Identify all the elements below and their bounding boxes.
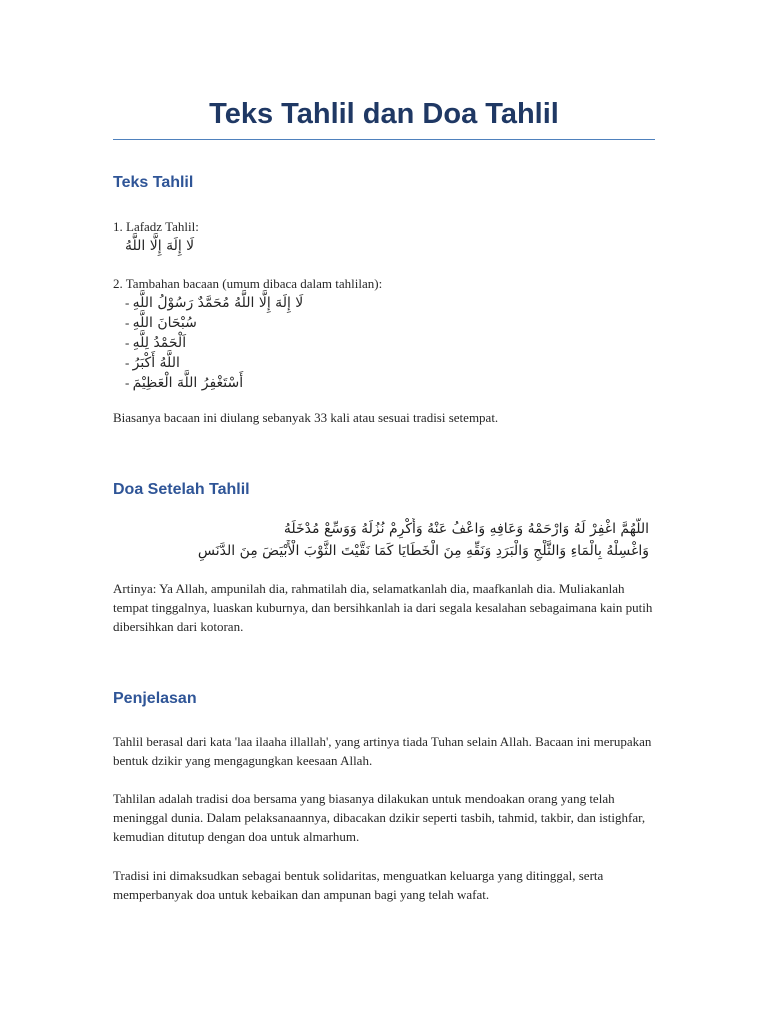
- penjelasan-paragraph-2: Tahlilan adalah tradisi doa bersama yang biasanya dilakukan untuk mendoakan orang yang telah meninggal dunia. Dalam pelaksanaannya, dibacakan dzikir seperti tasbih, tahmid, takbir, dan istighfar, kemudian ditutup dengan doa untuk almarhum.: [113, 791, 646, 844]
- lafadz-tahlil-item: [113, 217, 655, 256]
- doa-meaning: Artinya: Ya Allah, ampunilah dia, rahmatilah dia, selamatkanlah dia, maafkanlah dia. Muliakanlah tempat tinggalnya, luaskan kuburnya, dan bersihkanlah ia dari segala kesalahan sebagaimana kain putih dibersihkan dari kotoran.: [113, 581, 653, 634]
- heading-teks-tahlil: Teks Tahlil: [113, 174, 194, 191]
- doa-arabic-line-2: وَاغْسِلْهُ بِالْمَاءِ وَالثَّلْجِ وَالْبَرَدِ وَنَقِّهِ مِنَ الْخَطَايَا كَمَا نَقَّيْتَ الثَّوْبَ الْأَبْيَضَ مِنَ الدَّنَسِ: [197, 543, 649, 559]
- addition-arabic-3: اَلْحَمْدُ لِلَّهِ: [132, 335, 187, 351]
- title-underline: [113, 139, 655, 140]
- penjelasan-paragraph-3: Tradisi ini dimaksudkan sebagai bentuk solidaritas, menguatkan keluarga yang ditinggal, serta memperbanyak doa untuk kebaikan dan ampunan bagi yang telah wafat.: [113, 868, 604, 902]
- heading-penjelasan: Penjelasan: [113, 690, 197, 707]
- list-item: - اللَّهُ أَكْبَرُ: [125, 355, 180, 371]
- addition-arabic-1: لَا إِلَهَ إِلَّا اللَّهُ مُحَمَّدٌ رَسُوْلُ اللَّهِ: [132, 295, 304, 311]
- tambahan-bacaan-item: [113, 274, 655, 393]
- document-title: Teks Tahlil dan Doa Tahlil: [209, 98, 559, 130]
- doa-arabic-block: [113, 518, 655, 562]
- tambahan-bacaan-list: [113, 293, 655, 393]
- tambahan-bacaan-label: 2. Tambahan bacaan (umum dibaca dalam tahlilan):: [113, 276, 383, 291]
- list-item: - اَلْحَمْدُ لِلَّهِ: [125, 335, 187, 351]
- addition-arabic-4: اللَّهُ أَكْبَرُ: [132, 355, 180, 371]
- list-item: - سُبْحَانَ اللَّهِ: [125, 315, 197, 331]
- penjelasan-paragraph-1: Tahlil berasal dari kata 'laa ilaaha illallah', yang artinya tiada Tuhan selain Allah. Bacaan ini merupakan bentuk dzikir yang mengagungkan keesaan Allah.: [113, 734, 652, 768]
- addition-arabic-2: سُبْحَانَ اللَّهِ: [132, 315, 197, 331]
- addition-arabic-5: أَسْتَغْفِرُ اللَّهَ الْعَظِيْمَ: [132, 375, 244, 391]
- list-item: - لَا إِلَهَ إِلَّا اللَّهُ مُحَمَّدٌ رَسُوْلُ اللَّهِ: [125, 295, 304, 311]
- list-item: - أَسْتَغْفِرُ اللَّهَ الْعَظِيْمَ: [125, 375, 244, 391]
- doa-arabic-line-1: اللَّهُمَّ اغْفِرْ لَهُ وَارْحَمْهُ وَعَافِهِ وَاعْفُ عَنْهُ وَأَكْرِمْ نُزُلَهُ وَوَسِّعْ مُدْخَلَهُ: [283, 521, 649, 537]
- heading-doa-setelah-tahlil: Doa Setelah Tahlil: [113, 481, 250, 498]
- lafadz-tahlil-arabic: لَا إِلَهَ إِلَّا اللَّهُ: [125, 238, 195, 254]
- repetition-note: Biasanya bacaan ini diulang sebanyak 33 kali atau sesuai tradisi setempat.: [113, 410, 499, 425]
- lafadz-tahlil-label: 1. Lafadz Tahlil:: [113, 219, 199, 234]
